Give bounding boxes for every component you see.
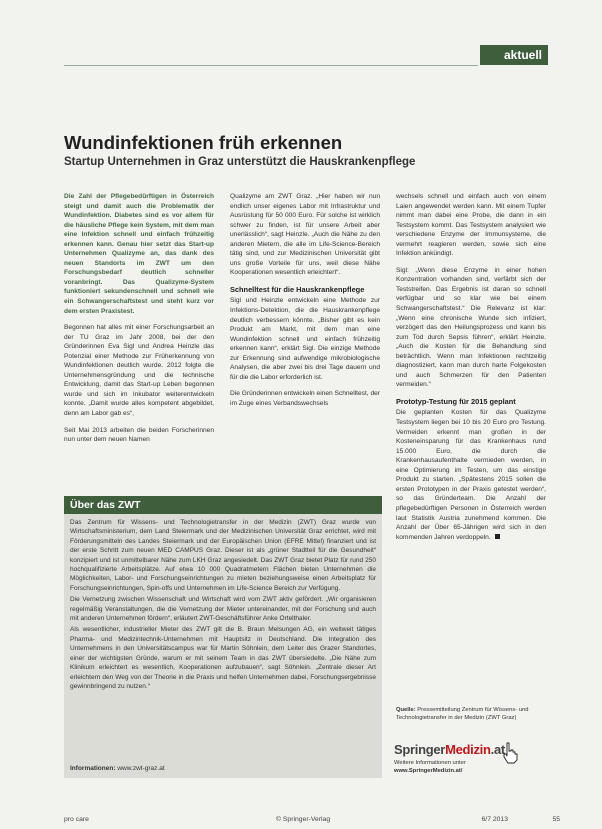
info-box-zwt xyxy=(64,496,382,778)
section-tab: aktuell xyxy=(480,45,548,65)
body-paragraph xyxy=(396,408,546,542)
logo-wordmark: SpringerMedizin.at xyxy=(394,742,505,757)
info-box-body xyxy=(64,514,382,697)
column-3 xyxy=(396,192,546,752)
article-headline: Wundinfektionen früh erkennen xyxy=(64,132,343,153)
body-paragraph: wechsels schnell und einfach auch von einem Laien angewendet werden kann. Mit einem Tupfer nimmt man dabei eine Probe, die dann in ein Testsystem kommt. Das Testsystem analysiert wie verschiedene Enzyme der Immunsysteme, die vermehrt reagieren werden, sowie sich eine Infektion ankündigt. xyxy=(396,193,546,258)
info-paragraph: Die Vernetzung zwischen Wissenschaft und Wirtschaft wird vom ZWT aktiv gefördert. „Wir organisieren regelmäßig Veranstaltungen, die die Vernetzung der Mieter untereinander, mit der Forschung und auch mit anderen Unternehmen fördern“, erläutert ZWT-Geschäftsführer Anke Ortelthaler. xyxy=(70,596,376,623)
source-label: Quelle: xyxy=(396,707,416,713)
header-rule xyxy=(64,45,478,66)
hand-cursor-icon xyxy=(502,742,518,764)
end-of-article-mark xyxy=(495,534,500,539)
subheading-prototyp: Prototyp-Testung für 2015 geplant xyxy=(396,396,516,406)
source-credit xyxy=(396,706,548,722)
column-1 xyxy=(64,192,214,494)
body-paragraph: Die Gründerinnen entwickeln einen Schnelltest, der im Zuge eines Verbandswechsels xyxy=(230,390,380,407)
logo-caption xyxy=(394,759,548,775)
info-box-link-line xyxy=(70,765,165,772)
column-2 xyxy=(230,192,380,494)
springer-medizin-logo[interactable] xyxy=(394,742,548,782)
footer-publisher: © Springer-Verlag xyxy=(276,816,331,823)
footer-page-number: 55 xyxy=(552,816,560,823)
article-subheadline: Startup Unternehmen in Graz unterstützt die Hauskrankenpflege xyxy=(64,156,416,168)
footer-issue: 6/7 2013 xyxy=(481,816,508,823)
lead-paragraph: Die Zahl der Pflegebedürftigen in Österreich steigt und damit auch die Problematik der Wundinfektion. Diabetes sind es vor allem für die häusliche Pflege kein System, mit dem man eine Infektion schnell und einfach frühzeitig erkennen kann. Genau hier setzt das Start-up Unternehmen Qualizyme an, das dank des neuen Standorts im ZWT um den Forschungsbedarf deutlich schneller voranbringt. Das Qualizyme-System funktioniert sekundenschnell und schnell wie ein Schwangerschaftstest und steht kurz vor dem ersten Praxistest. xyxy=(64,193,214,315)
subheading-schnelltest: Schnelltest für die Hauskrankenpflege xyxy=(230,284,365,294)
page-footer xyxy=(64,816,560,826)
logo-url[interactable]: www.SpringerMedizin.at/ xyxy=(394,768,463,774)
body-paragraph: Begonnen hat alles mit einer Forschungsarbeit an der TU Graz im Jahr 2008, bei der den Gründerinnen Eva Sigl und Andrea Heinzle das Potenzial einer Methode zur Früherkennung von Wundinfektionen deutlich wurde. 2012 folgte die Unternehmensgründung und die technische Entwicklung, damit das Start-up Leben begonnen wurde und sich im Inkubator weiterentwickeln konnte. „Damit wurde alles kompetent abgebildet, denn am Labor gab es“, xyxy=(64,324,214,418)
info-link-label: Informationen: xyxy=(70,765,116,772)
body-paragraph: Sigl: „Wenn diese Enzyme in einer hohen Konzentration vorhanden sind, verfärbt sich der Teststreifen. Das Ergebnis ist daran so schnell verfügbar und so klar wie bei einem Schwangerschaftstest.“ Die Relevanz ist klar: „Wenn eine chronische Wunde sich infiziert, verzögert das den Heilungsprozess und kann bis zum Tod durch Sepsis führen“, erklärt Heinzle. „Auch die Kosten für die Behandlung sind beträchtlich. Wenn man Infektionen rechtzeitig diagnostiziert, kann man durch harte Folgekosten und auch Schmerzen für den Patienten vermeiden.“ xyxy=(396,266,546,389)
source-text: Pressemitteilung Zentrum für Wissens- und Technologietransfer in der Medizin (ZWT Graz) xyxy=(396,707,529,721)
info-link[interactable]: www.zwt-graz.at xyxy=(117,765,165,772)
body-text: Die geplanten Kosten für das Qualizyme Testsystem liegen bei 10 bis 20 Euro pro Testung. Vermeiden erkennt man großen in der Kosteneinsparung für das Krankenhaus rund 15.000 Euro, die durch die Krankenhausaufenthalte vermieden werden, in eine Optimierung im Testen, um das einstige Produkt zu starten. „Spätestens 2015 sollen die ersten Prototypen in der Praxis getestet werden“, so das Gründerteam. Die Anzahl der pflegebedürftigen Personen in Österreich werden laut Statistik Austria zunehmend kommen. Die Anzahl der Über 65-Jährigen wird sich in den kommenden Jahren verdoppeln. xyxy=(396,409,546,541)
info-paragraph: Das Zentrum für Wissens- und Technologietransfer in der Medizin (ZWT) Graz wurde von Wirtschaftsministerium, dem Land Steiermark und der Medizinischen Universität Graz errichtet, wird mit Förderungsmitteln des Landes Steiermark und der Europäischen Union (EFRE Mittel) finanziert und ist der erste Schritt zum neuen MED CAMPUS Graz. Dieser ist als „grüner Stadtteil für die Gesundheit“ konzipiert und ist unmittelbarer Nähe zum LKH Graz angesiedelt. Das ZWT Graz bietet Platz für rund 250 hochqualifizierte Arbeitsplätze. Auf etwa 10 000 Quadratmetern Flächen bieten Unternehmen die Möglichkeiten, Labor- und Forschungseinrichtungen zu mieten beziehungsweise einen Arbeitsplatz für Forschungseinrichtungen, Spin-offs und Unternehmen im Life-Science Bereich zur Verfügung. xyxy=(70,519,376,592)
info-box-title: Über das ZWT xyxy=(64,496,382,514)
body-paragraph: Sigl und Heinzle entwickeln eine Methode zur Infektions-Detektion, die die Hauskrankenpflege deutlich verbessern könnte. „Bisher gibt es kein Produkt am Markt, mit dem man eine Wundinfektion schnell und einfach frühzeitig erkennen kann“, erklärt Sigl. Die einzige Methode zur Erkennung sind aufwendige mikrobiologische Analysen, die aber zwei bis drei Tage dauern und für die die Labor erforderlich ist. xyxy=(230,297,380,381)
footer-journal: pro care xyxy=(64,816,89,823)
body-paragraph: Qualizyme am ZWT Graz. „Hier haben wir nun endlich unser eigenes Labor mit Infrastruktur und Ausrüstung für 50 000 Euro. Für solche ist wirklich schwer zu finden, ist für unsere Arbeit aber unerlässlich“, sagt Heinzle. „Auch die Nähe zu den anderen Mietern, die alle im Life-Science-Bereich tätig sind, und zur Medizinischen Universität gibt uns große Vorteile für uns, weil diese Nähe Kooperationen wesentlich erleichtert“. xyxy=(230,193,380,277)
body-paragraph: Seit Mai 2013 arbeiten die beiden Forscherinnen nun unter dem neuen Namen xyxy=(64,426,214,444)
logo-caption-line: Weitere Informationen unter xyxy=(394,760,466,766)
info-paragraph: Als wesentlicher, industrieller Mieter des ZWT gilt die B. Braun Melsungen AG, ein weltweit tätiges Pharma- und Medizintechnik-Unternehmen mit Hauptsitz in Deutschland. Die Integration des Unternehmens in den Universitätscampus war für Martin Söhnlein, dem Leiter des Grazer Standortes, einer der wichtigsten Gründe, warum er mit seinem Team in das ZWT übersiedelte. „Die Nähe zum Klinikum erleichtert es wesentlich, Kooperationen aufzubauen“, sagt Söhnlein. „Zentrale dieser Art erleichtern den Weg von der Theorie in die Praxis und helfen Unternehmen dabei, Forschungsergebnisse gewinnbringend zu nutzen.“ xyxy=(70,626,376,690)
